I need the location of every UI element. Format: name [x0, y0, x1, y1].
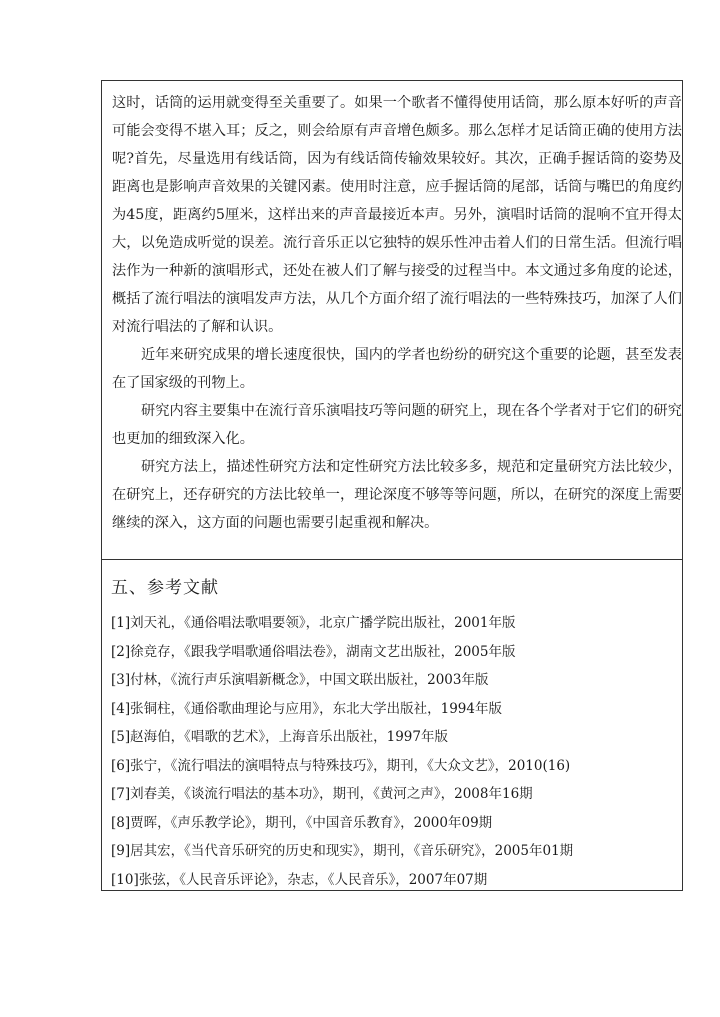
reference-item-3: [3]付林，《流行声乐演唱新概念》，中国文联出版社，2003年版: [111, 672, 489, 688]
paragraph-1: 这时，话筒的运用就变得至关重要了。如果一个歌者不懂得使用话筒，那么原本好听的声音可能会变得不堪入耳；反之，则会给原有声音增色颇多。那么怎样才足话筒正确的使用方法呢?首先，尽量选用有线话筒，因为有线话筒传输效果较好。其次，正确手握话筒的姿势及距离也是影响声音效果的关键冈素。使用时注意，应手握话筒的尾部，话筒与嘴巴的角度约为45度，距离约5厘米，这样出来的声音最接近本声。另外，演唱时话筒的混响不宜开得太大，以免造成听觉的误差。流行音乐正以它独特的娱乐性冲击着人们的日常生活。但流行唱法作为一种新的演唱形式，还处在被人们了解与接受的过程当中。本文通过多角度的论述，概括了流行唱法的演唱发声方法，从几个方面介绍了流行唱法的一些特殊技巧，加深了人们对流行唱法的了解和认识。: [112, 95, 682, 335]
paragraph-4: 研究方法上，描述性研究方法和定性研究方法比较多多，规范和定量研究方法比较少，在研究上，还存研究的方法比较单一，理论深度不够等等问题，所以，在研究的深度上需要继续的深入，这方面的问题也需要引起重视和解决。: [112, 459, 682, 531]
reference-item-4: [4]张铜柱，《通俗歌曲理论与应用》，东北大学出版社，1994年版: [111, 700, 502, 717]
reference-item-6: [6]张宁，《流行唱法的演唱特点与特殊技巧》，期刊，《大众文艺》，2010(16): [111, 757, 571, 774]
reference-item-1: [1]刘天礼，《通俗唱法歌唱要领》，北京广播学院出版社，2001年版: [111, 615, 516, 631]
reference-item-10: [10]张弦，《人民音乐评论》，杂志，《人民音乐》，2007年07期: [111, 871, 488, 888]
paragraph-2: 近年来研究成果的增长速度很快，国内的学者也纷纷的研究这个重要的论题，甚至发表在了国家级的刊物上。: [112, 347, 682, 391]
body-text: [112, 89, 682, 537]
reference-item-9: [9]居其宏，《当代音乐研究的历史和现实》，期刊，《音乐研究》，2005年01期: [111, 843, 574, 859]
references-list: [111, 609, 681, 894]
references-title: 五、参考文献: [111, 578, 219, 598]
reference-item-7: [7]刘春美，《谈流行唱法的基本功》，期刊，《黄河之声》，2008年16期: [111, 786, 533, 802]
section-divider: [102, 559, 682, 560]
reference-item-5: [5]赵海伯，《唱歌的艺术》，上海音乐出版社，1997年版: [111, 729, 448, 745]
paragraph-3: 研究内容主要集中在流行音乐演唱技巧等问题的研究上，现在各个学者对于它们的研究也更加的细致深入化。: [112, 403, 682, 447]
document-frame: [101, 80, 683, 891]
reference-item-2: [2]徐竞存，《跟我学唱歌通俗唱法卷》，湖南文艺出版社，2005年版: [111, 643, 516, 660]
reference-item-8: [8]贾晖，《声乐教学论》，期刊，《中国音乐教育》，2000年09期: [111, 814, 493, 831]
